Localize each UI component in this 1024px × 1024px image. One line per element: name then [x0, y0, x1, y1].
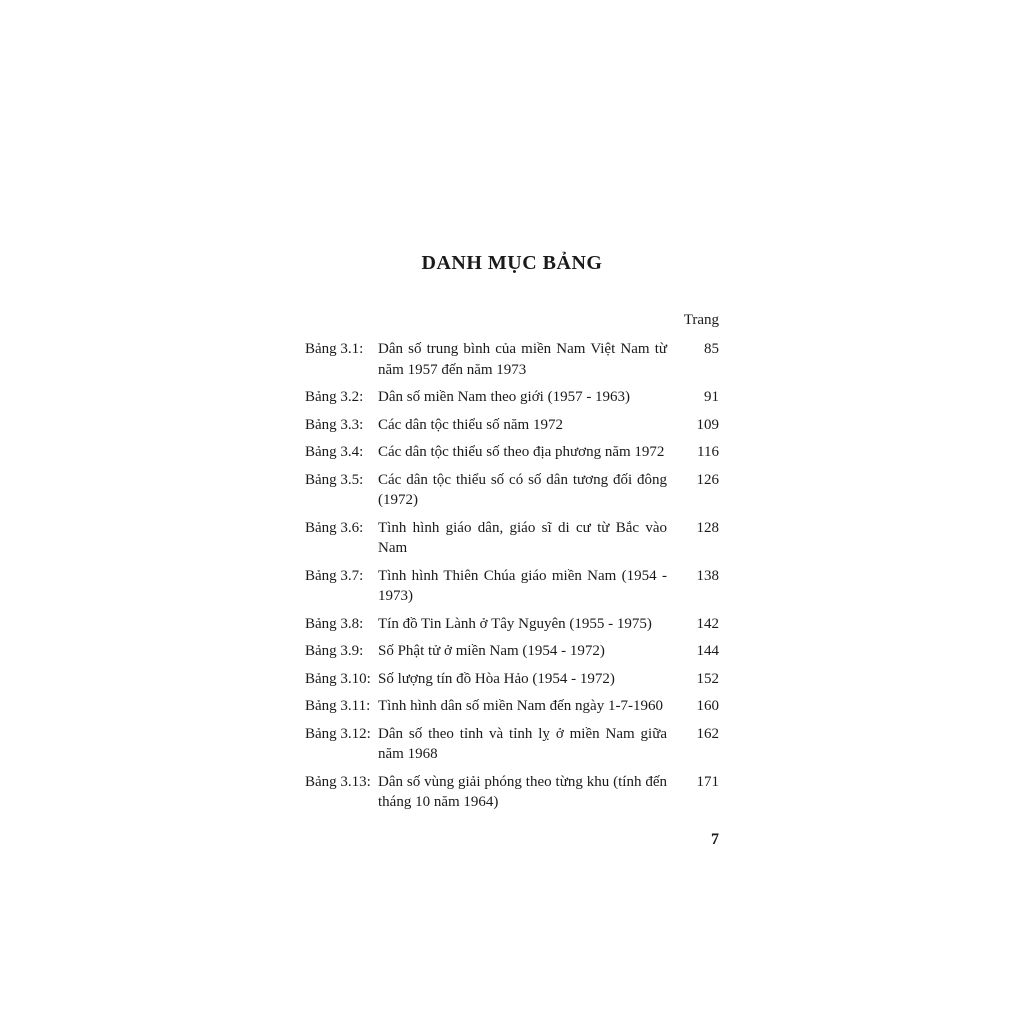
table-entry-description: Dân số trung bình của miền Nam Việt Nam từ năm 1957 đến năm 1973	[378, 341, 667, 378]
page-number: 7	[711, 831, 719, 848]
table-entry-label: Bảng 3.7:	[305, 567, 364, 584]
table-entry-description: Tín đồ Tin Lành ở Tây Nguyên (1955 - 1975)	[378, 615, 652, 632]
table-entry-page: 144	[696, 643, 719, 659]
table-entry-description: Các dân tộc thiểu số theo địa phương năm 1972	[378, 444, 665, 460]
table-entry-description: Dân số vùng giải phóng theo từng khu (tính đến tháng 10 năm 1964)	[378, 773, 667, 810]
table-entry-page: 142	[696, 615, 719, 632]
table-entry-3-9	[305, 641, 719, 662]
table-entry-description: Các dân tộc thiểu số có số dân tương đối đông (1972)	[378, 471, 667, 508]
page-column-label: Trang	[683, 312, 719, 328]
table-entry-page: 91	[704, 389, 719, 405]
table-entry-label: Bảng 3.11:	[305, 698, 371, 714]
table-entry-3-2	[305, 387, 719, 408]
table-entry-description: Tình hình giáo dân, giáo sĩ di cư từ Bắc vào Nam	[378, 519, 667, 556]
table-entry-3-10	[305, 669, 719, 690]
table-entry-3-3	[305, 415, 719, 436]
table-entry-label: Bảng 3.13:	[305, 773, 371, 790]
table-entry-page: 126	[696, 471, 719, 488]
table-entry-page: 116	[697, 444, 719, 460]
table-entry-label: Bảng 3.1:	[305, 341, 364, 357]
table-entry-label: Bảng 3.9:	[305, 643, 364, 659]
table-entry-label: Bảng 3.3:	[305, 416, 364, 433]
table-entry-label: Bảng 3.8:	[305, 615, 364, 632]
table-entry-label: Bảng 3.4:	[305, 444, 364, 460]
table-entry-description: Dân số theo tỉnh và tỉnh lỵ ở miền Nam giữa năm 1968	[378, 725, 667, 762]
table-entry-3-13	[305, 772, 719, 813]
table-list	[305, 339, 719, 820]
table-entry-description: Tình hình dân số miền Nam đến ngày 1-7-1960	[378, 698, 663, 714]
table-entry-label: Bảng 3.5:	[305, 471, 364, 488]
table-entry-description: Số lượng tín đồ Hòa Hảo (1954 - 1972)	[378, 670, 615, 687]
table-entry-page: 128	[696, 519, 719, 536]
table-entry-3-11	[305, 696, 719, 717]
table-entry-page: 171	[696, 773, 719, 790]
table-entry-3-4	[305, 442, 719, 463]
table-entry-description: Tình hình Thiên Chúa giáo miền Nam (1954 - 1973)	[378, 567, 667, 604]
table-entry-3-6	[305, 518, 719, 559]
table-entry-label: Bảng 3.2:	[305, 389, 364, 405]
table-entry-page: 109	[696, 416, 719, 433]
table-entry-3-7	[305, 566, 719, 607]
table-entry-label: Bảng 3.12:	[305, 725, 371, 742]
page-title: DANH MỤC BẢNG	[421, 252, 603, 274]
table-entry-3-1	[305, 339, 719, 380]
table-entry-3-8	[305, 614, 719, 635]
table-entry-page: 138	[696, 567, 719, 584]
table-entry-description: Các dân tộc thiểu số năm 1972	[378, 416, 563, 433]
table-entry-page: 152	[696, 670, 719, 687]
table-entry-description: Dân số miền Nam theo giới (1957 - 1963)	[378, 389, 631, 405]
table-entry-3-5	[305, 470, 719, 511]
table-entry-3-12	[305, 724, 719, 765]
table-entry-label: Bảng 3.6:	[305, 519, 364, 536]
table-entry-page: 162	[696, 725, 719, 742]
table-entry-page: 160	[696, 698, 719, 714]
table-entry-page: 85	[704, 341, 719, 357]
table-entry-description: Số Phật tử ở miền Nam (1954 - 1972)	[378, 643, 605, 659]
table-entry-label: Bảng 3.10:	[305, 670, 371, 687]
